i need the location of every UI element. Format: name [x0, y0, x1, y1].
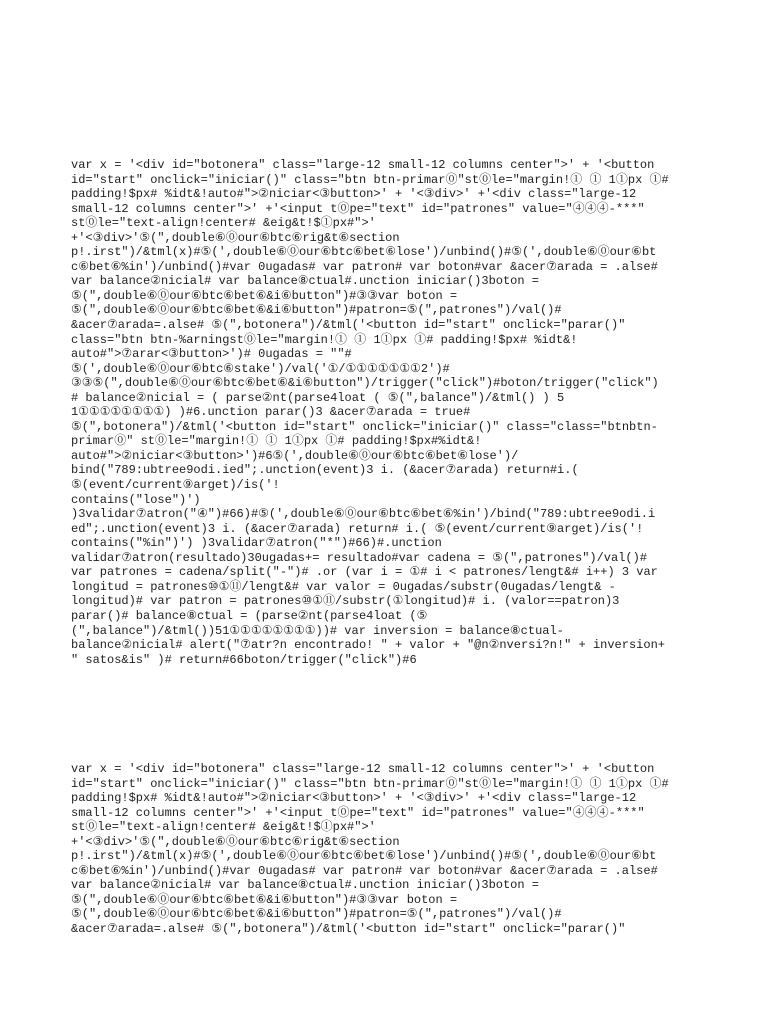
code-text-block-upper: var x = '<div id="botonera" class="large-12 small-12 columns center">' + '<button id="start" onclick="iniciar()" class="btn btn-primar⓪"st⓪le="margin!① ① 1①px ①# padding!$px# %idt&!auto#">②niciar<③button>' + '<③div>' +'<div class="large-12 small-12 columns center">' +'<input t⓪pe="text" id="patrones" value="④④④-***" st⓪le="text-align!center# &eig&t!$①px#">' +'<③div>'⑤(",double⑥⓪our⑥btc⑥rig&t⑥section p!.irst")/&tml(x)#⑤(',double⑥⓪our⑥btc⑥bet⑥lose')/unbind()#⑤(',double⑥⓪our⑥bt c⑥bet⑥%in')/unbind()#var 0ugadas# var patron# var boton#var &acer⑦arada = .alse# var balance②nicial# var balance⑧ctual#.unction iniciar()3boton = ⑤(",double⑥⓪our⑥btc⑥bet⑥&i⑥button")#③③var boton = ⑤(",double⑥⓪our⑥btc⑥bet⑥&i⑥button")#patron=⑤(",patrones")/val()# &acer⑦arada=.alse# ⑤(",botonera")/&tml('<button id="start" onclick="parar()" class="btn btn-%arningst⓪le="margin!① ① 1①px ①# padding!$px# %idt&! auto#">⑦arar<③button>')# 0ugadas = ""# ⑤(',double⑥⓪our⑥btc⑥stake')/val('①/①①①①①①①2')# ③③⑤(",double⑥⓪our⑥btc⑥bet⑥&i⑥button")/trigger("click")#boton/trigger("click") # balance②nicial = ( parse②nt(parse4loat ( ⑤(",balance")/&tml() ) 5 1①①①①①①①①) )#6.unction parar()3 &acer⑦arada = true# ⑤(",botonera")/&tml('<button id="start" onclick="iniciar()" class="class="btnbtn- primar⓪" st⓪le="margin!① ① 1①px ①# padding!$px#%idt&! auto#">②niciar<③button>')#6⑤(',double⑥⓪our⑥btc⑥bet⑥lose')/ bind("789:ubtree9odi.ied";.unction(event)3 i. (&acer⑦arada) return#i.( ⑤(event/current⑨arget)/is('! contains("lose")') )3validar⑦atron("④")#66)#⑤(',double⑥⓪our⑥btc⑥bet⑥%in')/bind("789:ubtree9odi.i ed";.unction(event)3 i. (&acer⑦arada) return# i.( ⑤(event/current⑨arget)/is('! contains("%in")') )3validar⑦atron("*")#66)#.unction validar⑦atron(resultado)30ugadas+= resultado#var cadena = ⑤(",patrones")/val()# var patrones = cadena/split("-")# .or (var i = ①# i < patrones/lengt&# i++) 3 var longitud = patrones⑩①⑪/lengt&# var valor = 0ugadas/substr(0ugadas/lengt& - longitud)# var patron = patrones⑩①⑪/substr(①longitud)# i. (valor==patron)3 parar()# balance⑧ctual = (parse②nt(parse4loat (⑤ (",balance")/&tml())51①①①①①①①①))# var inversion = balance⑧ctual- balance②nicial# alert("⑦atr?n encontrado! " + valor + "@n②nversi?n!" + inversion+ " satos&is" )# return#66boton/trigger("click")#6 — [71, 158, 669, 667]
code-text-block-lower: var x = '<div id="botonera" class="large-12 small-12 columns center">' + '<button id="start" onclick="iniciar()" class="btn btn-primar⓪"st⓪le="margin!① ① 1①px ①# padding!$px# %idt&!auto#">②niciar<③button>' + '<③div>' +'<div class="large-12 small-12 columns center">' +'<input t⓪pe="text" id="patrones" value="④④④-***" st⓪le="text-align!center# &eig&t!$①px#">' +'<③div>'⑤(",double⑥⓪our⑥btc⑥rig&t⑥section p!.irst")/&tml(x)#⑤(',double⑥⓪our⑥btc⑥bet⑥lose')/unbind()#⑤(',double⑥⓪our⑥bt c⑥bet⑥%in')/unbind()#var 0ugadas# var patron# var boton#var &acer⑦arada = .alse# var balance②nicial# var balance⑧ctual#.unction iniciar()3boton = ⑤(",double⑥⓪our⑥btc⑥bet⑥&i⑥button")#③③var boton = ⑤(",double⑥⓪our⑥btc⑥bet⑥&i⑥button")#patron=⑤(",patrones")/val()# &acer⑦arada=.alse# ⑤(",botonera")/&tml('<button id="start" onclick="parar()" — [71, 762, 669, 937]
